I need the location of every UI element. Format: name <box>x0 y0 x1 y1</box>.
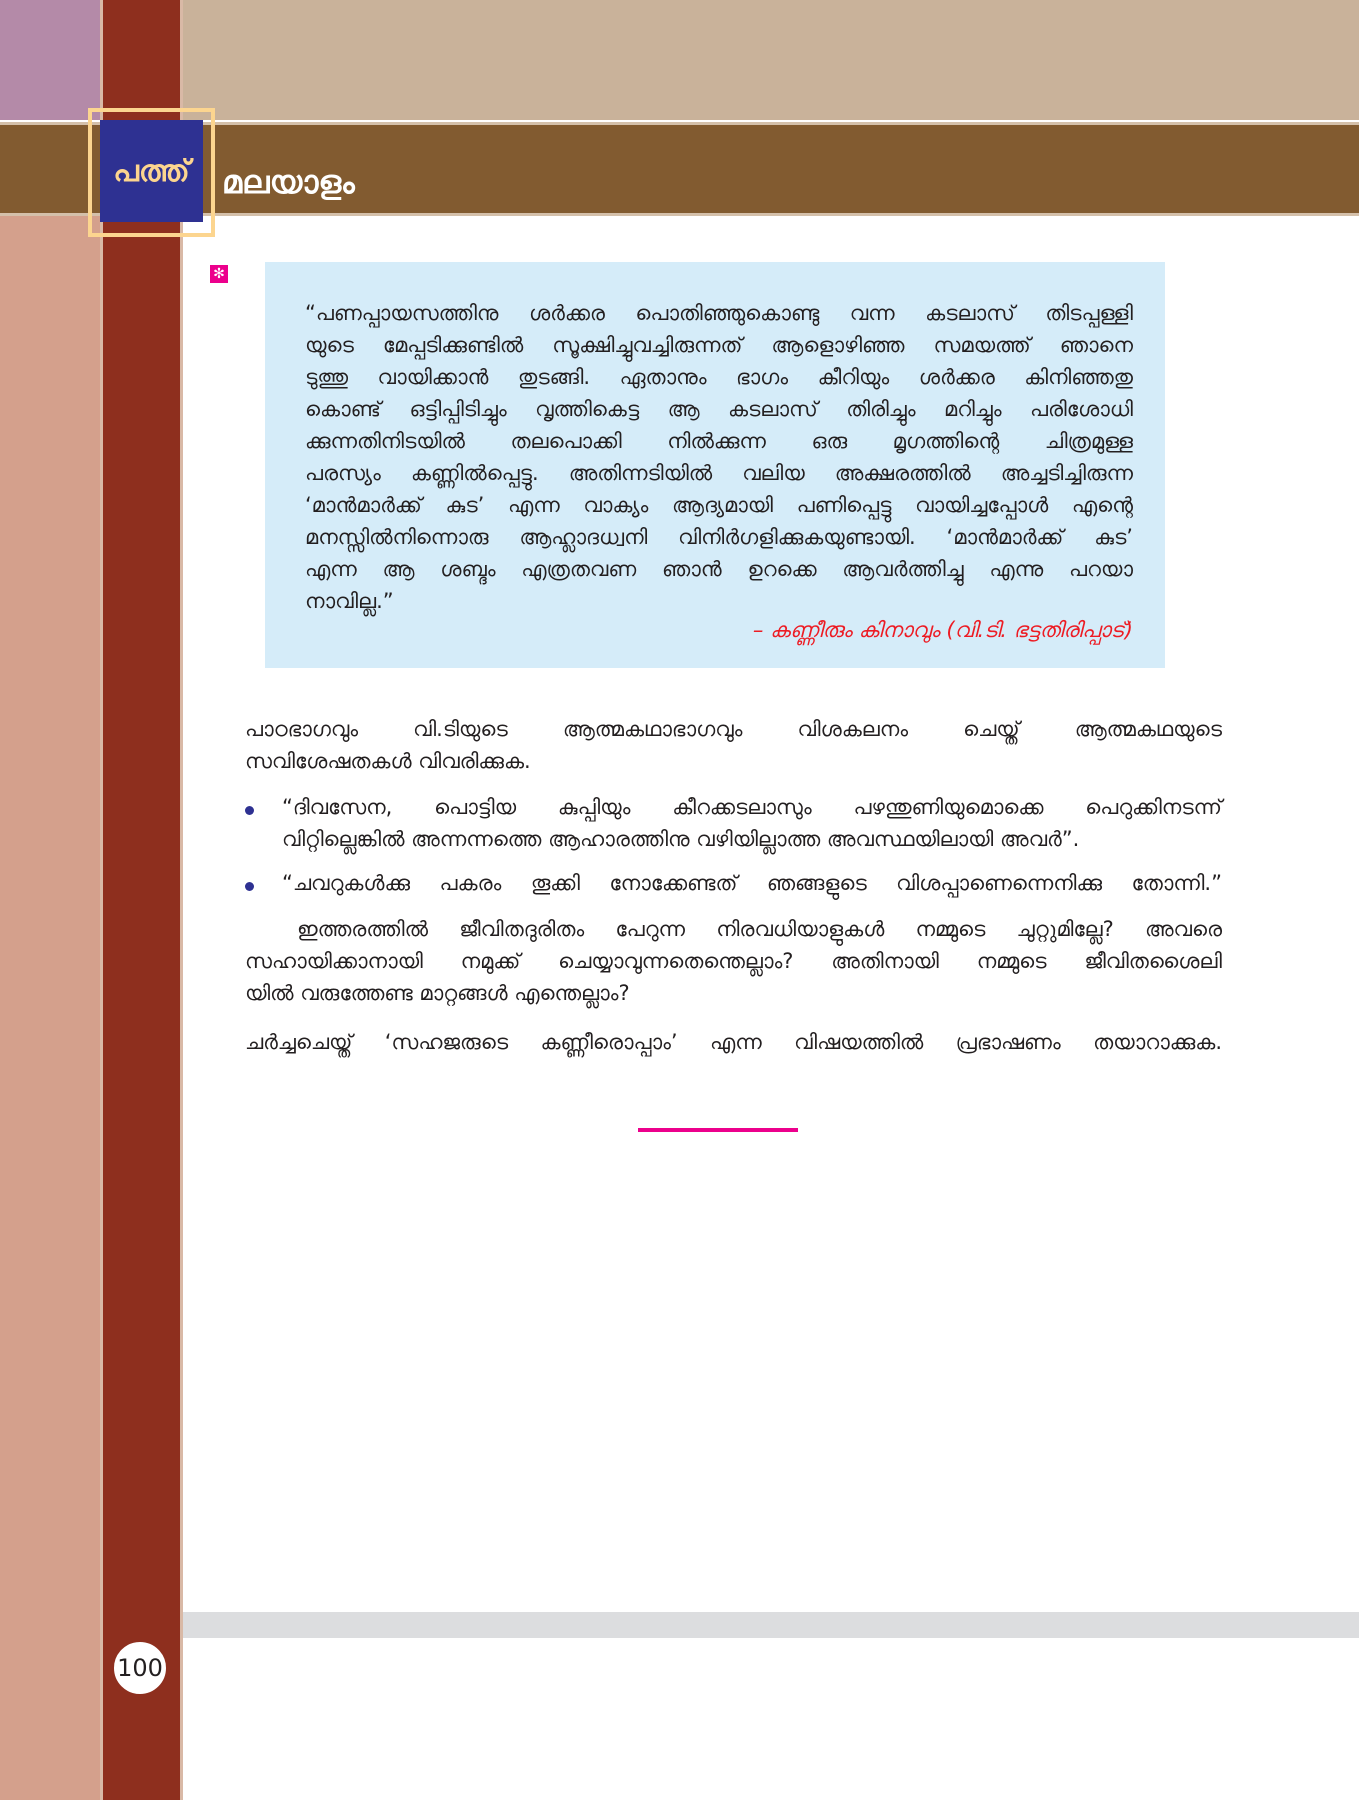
task-text: പാഠഭാഗവും വി.ടിയുടെ ആത്മകഥാഭാഗവും വിശകലനം ചെയ്ത് ആത്മകഥയുടെ <box>245 717 1222 741</box>
bullet-icon <box>245 882 254 891</box>
quote-line: ‘മാൻമാർക്ക് കുട’ എന്ന വാക്യം ആദ്യമായി പണിപ്പെട്ടു വായിച്ചപ്പോൾ എന്റെ <box>305 493 1133 517</box>
bullet-quote: “ചവറുകൾക്കു പകരം തൂക്കി നോക്കേണ്ടത് ഞങ്ങളുടെ വിശപ്പാണെന്നെനിക്കു തോന്നി.” <box>282 871 1222 895</box>
footer-bar <box>183 1612 1359 1638</box>
task-text: സവിശേഷതകൾ വിവരിക്കുക. <box>245 749 531 773</box>
quote-line: കൊണ്ട് ഒട്ടിപ്പിടിച്ചും വൃത്തികെട്ട ആ കടലാസ് തിരിച്ചും മറിച്ചും പരിശോധി <box>305 397 1133 421</box>
quote-line: ടുത്തു വായിക്കാൻ തുടങ്ങി. ഏതാനും ഭാഗം കീറിയും ശർക്കര കിനിഞ്ഞതു <box>305 365 1133 389</box>
quote-line: ക്കുന്നതിനിടയിൽ തലപൊക്കി നിൽക്കുന്ന ഒരു മൃഗത്തിന്റെ ചിത്രമുള്ള <box>305 429 1133 453</box>
left-margin-column <box>0 210 100 1800</box>
quote-line: നാവില്ല.” <box>305 589 394 613</box>
decorative-band <box>0 0 100 120</box>
bullet-quote: “ദിവസേന, പൊട്ടിയ കുപ്പിയും കീറക്കടലാസും പഴന്തുണിയുമൊക്കെ പെറുക്കിനടന്ന് <box>282 795 1222 819</box>
page-number: 100 <box>112 1640 168 1696</box>
paragraph-text: ഇത്തരത്തിൽ ജീവിതദുരിതം പേറുന്ന നിരവധിയാളുകൾ നമ്മുടെ ചുറ്റുമില്ലേ? അവരെ <box>297 917 1222 941</box>
paragraph-text: യിൽ വരുത്തേണ്ട മാറ്റങ്ങൾ എന്തെല്ലാം? <box>245 981 630 1005</box>
red-margin-column <box>103 0 180 1800</box>
quote-line: മനസ്സിൽനിന്നൊരു ആഹ്ലാദധ്വനി വിനിർഗളിക്കുകയുണ്ടായി. ‘മാൻമാർക്ക് കുട’ <box>305 525 1133 549</box>
quote-box <box>265 262 1165 668</box>
quote-line: “പണപ്പായസത്തിനു ശർക്കര പൊതിഞ്ഞുകൊണ്ടു വന്ന കടലാസ് തിടപ്പള്ളി <box>305 301 1133 325</box>
top-band <box>183 0 1359 120</box>
subject-title: മലയാളം <box>222 163 355 201</box>
quote-line: എന്ന ആ ശബ്ദം എത്രതവണ ഞാൻ ഉറക്കെ ആവർത്തിച്ചു എന്നു പറയാ <box>305 557 1133 581</box>
quote-line: യുടെ മേപ്പടിക്കുണ്ടിൽ സൂക്ഷിച്ചുവച്ചിരുന്നത് ആളൊഴിഞ്ഞ സമയത്ത് ഞാനെ <box>305 333 1133 357</box>
quote-attribution: – കണ്ണീരും കിനാവും (വി.ടി. ഭട്ടതിരിപ്പാട്) <box>752 618 1133 642</box>
section-marker-icon: ✻ <box>210 265 228 283</box>
section-divider <box>638 1128 798 1132</box>
task-text: ചർച്ചചെയ്ത് ‘സഹജരുടെ കണ്ണീരൊപ്പാം’ എന്ന വിഷയത്തിൽ പ്രഭാഷണം തയാറാക്കുക. <box>245 1030 1222 1054</box>
paragraph-text: സഹായിക്കാനായി നമുക്ക് ചെയ്യാവുന്നതെന്തെല്ലാം? അതിനായി നമ്മുടെ ജീവിതശൈലി <box>245 949 1222 973</box>
quote-line: പരസ്യം കണ്ണിൽപ്പെട്ടു. അതിന്നടിയിൽ വലിയ അക്ഷരത്തിൽ അച്ചടിച്ചിരുന്ന <box>305 461 1133 485</box>
bullet-icon <box>245 806 254 815</box>
bullet-quote: വിറ്റില്ലെങ്കിൽ അന്നന്നത്തെ ആഹാരത്തിനു വഴിയില്ലാത്ത അവസ്ഥയിലായി അവർ”. <box>282 827 1080 851</box>
chapter-label: പത്ത് <box>100 120 203 222</box>
